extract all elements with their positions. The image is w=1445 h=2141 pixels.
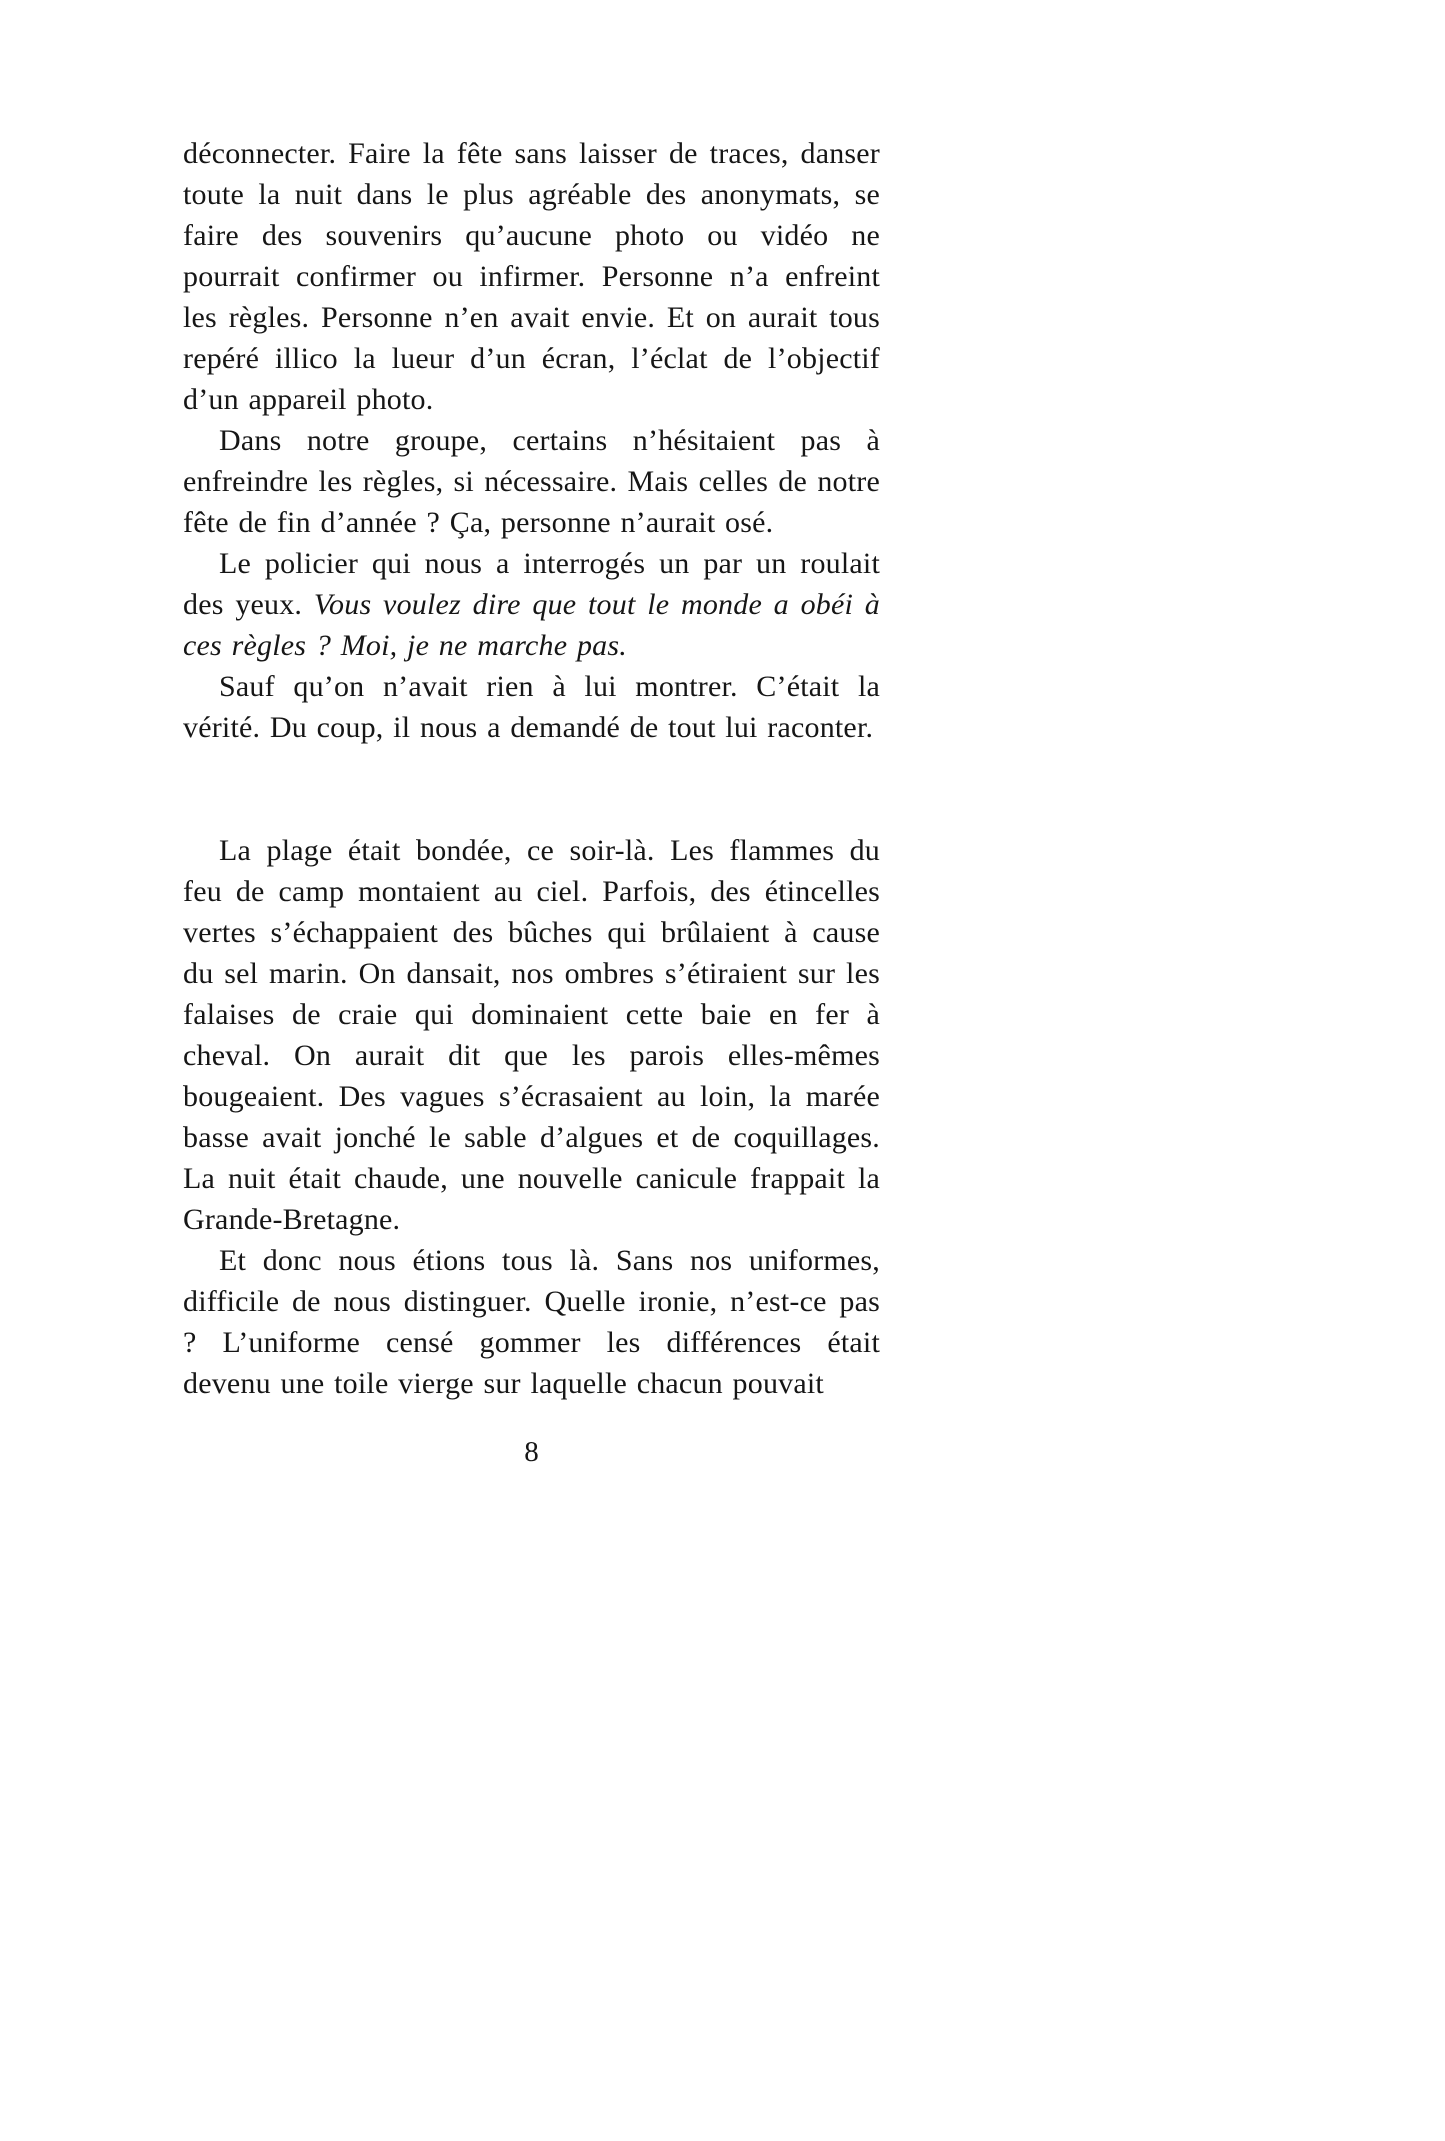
paragraph-text: Dans notre groupe, certains n’hésitaient pas à enfreindre les règles, si nécessaire. Mais celles de notre fête de fin d’année ? Ça, personne n’aurait osé.: [183, 424, 880, 539]
paragraph: [183, 830, 880, 1240]
page-number: 8: [524, 1436, 539, 1468]
paragraph: [183, 543, 880, 666]
paragraph-text: déconnecter. Faire la fête sans laisser de traces, danser toute la nuit dans le plus agréable des anonymats, se faire des souvenirs qu’aucune photo ou vidéo ne pourrait confirmer ou infirmer. Personne n’a enfreint les règles. Personne n’en avait envie. Et on aurait tous repéré illico la lueur d’un écran, l’éclat de l’objectif d’un appareil photo.: [183, 137, 880, 416]
paragraph-text: Sauf qu’on n’avait rien à lui montrer. C’était la vérité. Du coup, il nous a demandé de tout lui raconter.: [183, 670, 880, 744]
page-text: [183, 133, 880, 1404]
paragraph: [183, 133, 880, 420]
paragraph-text: Et donc nous étions tous là. Sans nos uniformes, difficile de nous distinguer. Quelle ironie, n’est-ce pas ? L’uniforme censé gommer les différences était devenu une toile vierge sur laquelle chacun pouvait: [183, 1244, 880, 1400]
paragraph: [183, 1240, 880, 1404]
paragraph-text: Le policier qui nous a interrogés un par un roulait des yeux.: [183, 547, 880, 621]
paragraph: [183, 420, 880, 543]
paragraph: [183, 666, 880, 748]
italic-dialogue: Vous voulez dire que tout le monde a obéi à ces règles ? Moi, je ne marche pas.: [183, 588, 880, 662]
paragraph-text: La plage était bondée, ce soir-là. Les flammes du feu de camp montaient au ciel. Parfois, des étincelles vertes s’échappaient des bûches qui brûlaient à cause du sel marin. On dansait, nos ombres s’étiraient sur les falaises de craie qui dominaient cette baie en fer à cheval. On aurait dit que les parois elles-mêmes bougeaient. Des vagues s’écrasaient au loin, la marée basse avait jonché le sable d’algues et de coquillages. La nuit était chaude, une nouvelle canicule frappait la Grande-Bretagne.: [183, 834, 880, 1236]
